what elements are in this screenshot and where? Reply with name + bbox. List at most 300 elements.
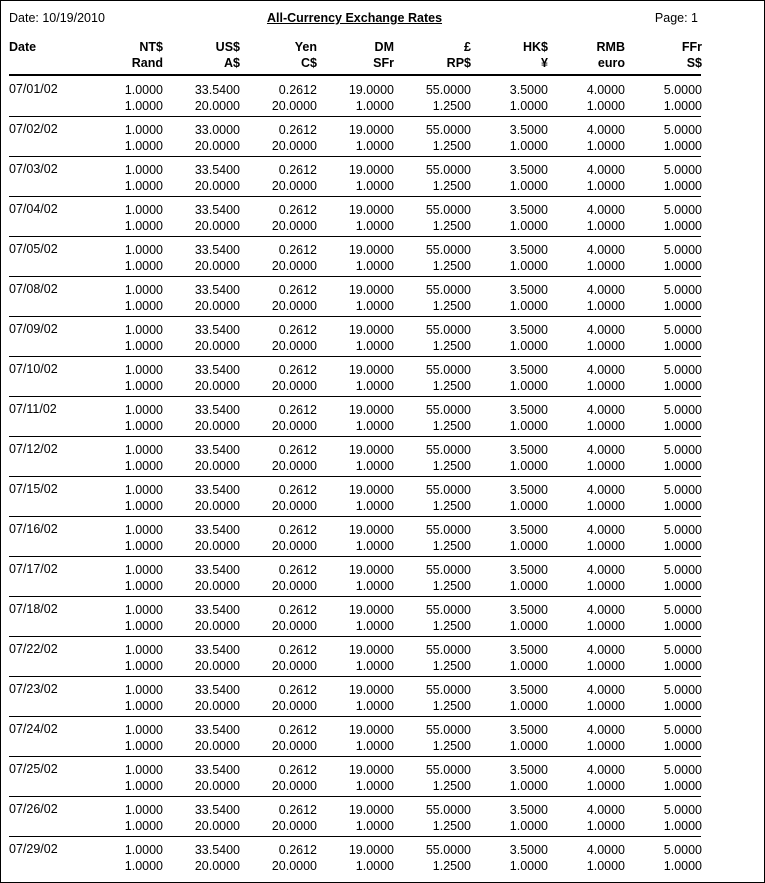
rate-top-value: 0.2612: [278, 763, 317, 777]
rate-top-value: 55.0000: [425, 723, 471, 737]
rate-cell: [478, 162, 548, 194]
rate-cell: [247, 442, 317, 474]
rate-bottom-value: 20.0000: [271, 179, 317, 193]
rate-bottom-value: 1.0000: [586, 179, 625, 193]
rate-top-value: 1.0000: [124, 83, 163, 97]
rate-bottom-value: 1.0000: [509, 259, 548, 273]
rate-bottom-value: 1.2500: [432, 659, 471, 673]
rate-bottom-value: 1.2500: [432, 779, 471, 793]
rate-cell: [632, 162, 702, 194]
rate-cell: [555, 482, 625, 514]
rate-top-value: 19.0000: [348, 83, 394, 97]
rate-cell: [401, 322, 471, 354]
rate-cell: [478, 122, 548, 154]
rate-top-value: 19.0000: [348, 523, 394, 537]
rate-bottom-value: 1.0000: [663, 99, 702, 113]
rate-cell: [93, 122, 163, 154]
rate-bottom-value: 1.0000: [586, 259, 625, 273]
rate-top-value: 3.5000: [509, 523, 548, 537]
rate-top-value: 33.0000: [194, 123, 240, 137]
rate-top-value: 33.5400: [194, 563, 240, 577]
rate-bottom-value: 1.0000: [586, 459, 625, 473]
rate-top-value: 1.0000: [124, 403, 163, 417]
rate-bottom-value: 1.0000: [124, 459, 163, 473]
rate-cell: [478, 482, 548, 514]
rate-cell: [93, 602, 163, 634]
rate-top-value: 3.5000: [509, 163, 548, 177]
rate-top-value: 4.0000: [586, 403, 625, 417]
rate-top-value: 1.0000: [124, 443, 163, 457]
rate-bottom-value: 1.0000: [663, 699, 702, 713]
rate-cell: [555, 242, 625, 274]
rate-bottom-value: 1.0000: [355, 99, 394, 113]
rate-top-value: 0.2612: [278, 283, 317, 297]
rate-bottom-value: 1.0000: [509, 819, 548, 833]
rate-bottom-value: 1.2500: [432, 699, 471, 713]
rate-bottom-value: 20.0000: [271, 779, 317, 793]
row-date: 07/22/02: [9, 642, 58, 656]
rate-cell: [478, 642, 548, 674]
table-row: [1, 678, 708, 718]
rate-cell: [93, 842, 163, 874]
rate-bottom-value: 1.0000: [663, 299, 702, 313]
rate-bottom-value: 1.0000: [355, 779, 394, 793]
rate-top-value: 33.5400: [194, 203, 240, 217]
rate-bottom-value: 1.0000: [124, 659, 163, 673]
rate-top-value: 19.0000: [348, 283, 394, 297]
rate-bottom-value: 1.0000: [124, 219, 163, 233]
rate-cell: [478, 282, 548, 314]
rate-bottom-value: 1.2500: [432, 259, 471, 273]
row-date: 07/16/02: [9, 522, 58, 536]
table-row: [1, 638, 708, 678]
rate-cell: [170, 442, 240, 474]
rate-bottom-value: 20.0000: [271, 219, 317, 233]
column-header: [93, 39, 163, 71]
rate-cell: [478, 202, 548, 234]
rate-cell: [401, 722, 471, 754]
rate-cell: [324, 402, 394, 434]
rate-top-value: 3.5000: [509, 643, 548, 657]
row-separator: [9, 796, 701, 797]
rate-cell: [324, 162, 394, 194]
rate-bottom-value: 1.0000: [355, 219, 394, 233]
rate-cell: [555, 682, 625, 714]
rate-bottom-value: 20.0000: [194, 419, 240, 433]
rate-top-value: 4.0000: [586, 603, 625, 617]
rate-cell: [401, 242, 471, 274]
rate-bottom-value: 20.0000: [271, 379, 317, 393]
rate-top-value: 0.2612: [278, 363, 317, 377]
rate-bottom-value: 1.0000: [124, 499, 163, 513]
rate-bottom-value: 1.0000: [355, 299, 394, 313]
rate-bottom-value: 1.0000: [509, 659, 548, 673]
table-row: [1, 718, 708, 758]
rate-bottom-value: 1.0000: [586, 779, 625, 793]
rate-bottom-value: 1.0000: [586, 499, 625, 513]
rate-top-value: 1.0000: [124, 203, 163, 217]
row-date: 07/12/02: [9, 442, 58, 456]
rate-cell: [632, 82, 702, 114]
rate-top-value: 1.0000: [124, 603, 163, 617]
rate-cell: [555, 642, 625, 674]
table-row: [1, 758, 708, 798]
rate-cell: [247, 362, 317, 394]
rate-cell: [632, 322, 702, 354]
rate-cell: [478, 682, 548, 714]
rate-top-value: 55.0000: [425, 243, 471, 257]
rate-cell: [632, 282, 702, 314]
rate-top-value: 5.0000: [663, 123, 702, 137]
rate-bottom-value: 1.2500: [432, 499, 471, 513]
rate-top-value: 3.5000: [509, 203, 548, 217]
rate-bottom-value: 1.0000: [124, 379, 163, 393]
rate-top-value: 19.0000: [348, 123, 394, 137]
rate-top-value: 55.0000: [425, 763, 471, 777]
rate-cell: [632, 202, 702, 234]
rate-cell: [93, 642, 163, 674]
rate-top-value: 33.5400: [194, 243, 240, 257]
rate-top-value: 3.5000: [509, 243, 548, 257]
rate-top-value: 5.0000: [663, 803, 702, 817]
row-date: 07/17/02: [9, 562, 58, 576]
rate-bottom-value: 1.0000: [586, 619, 625, 633]
rate-bottom-value: 1.0000: [355, 539, 394, 553]
rate-bottom-value: 1.2500: [432, 819, 471, 833]
rate-bottom-value: 20.0000: [194, 499, 240, 513]
rate-top-value: 33.5400: [194, 843, 240, 857]
rate-cell: [401, 522, 471, 554]
rate-top-value: 5.0000: [663, 843, 702, 857]
rate-cell: [555, 762, 625, 794]
column-header-date: [9, 39, 69, 55]
table-row: [1, 198, 708, 238]
rate-top-value: 33.5400: [194, 803, 240, 817]
column-header-top: HK$: [522, 40, 548, 54]
rate-top-value: 3.5000: [509, 403, 548, 417]
column-header: [555, 39, 625, 71]
rate-top-value: 33.5400: [194, 403, 240, 417]
rate-bottom-value: 1.0000: [663, 619, 702, 633]
rate-top-value: 0.2612: [278, 83, 317, 97]
rate-cell: [170, 242, 240, 274]
rate-bottom-value: 1.0000: [509, 339, 548, 353]
rate-cell: [555, 202, 625, 234]
rate-bottom-value: 1.0000: [663, 459, 702, 473]
rate-top-value: 0.2612: [278, 803, 317, 817]
rate-bottom-value: 1.0000: [509, 419, 548, 433]
rate-top-value: 19.0000: [348, 203, 394, 217]
rate-cell: [93, 682, 163, 714]
column-header-top: NT$: [139, 40, 163, 54]
rate-bottom-value: 1.0000: [663, 179, 702, 193]
table-row: [1, 558, 708, 598]
rate-cell: [170, 522, 240, 554]
rate-bottom-value: 1.2500: [432, 219, 471, 233]
rate-top-value: 0.2612: [278, 603, 317, 617]
rate-bottom-value: 1.0000: [355, 499, 394, 513]
rate-bottom-value: 1.0000: [124, 99, 163, 113]
rate-bottom-value: 1.0000: [124, 419, 163, 433]
rate-bottom-value: 1.0000: [509, 579, 548, 593]
rate-bottom-value: 20.0000: [271, 659, 317, 673]
rate-bottom-value: 1.0000: [586, 699, 625, 713]
rate-cell: [632, 562, 702, 594]
rate-cell: [632, 842, 702, 874]
rate-top-value: 4.0000: [586, 563, 625, 577]
report-title: All-Currency Exchange Rates: [266, 11, 443, 25]
rate-bottom-value: 20.0000: [271, 739, 317, 753]
rate-cell: [324, 602, 394, 634]
table-row: [1, 798, 708, 838]
rate-bottom-value: 1.0000: [663, 419, 702, 433]
column-headers: [1, 39, 708, 75]
row-separator: [9, 836, 701, 837]
rate-top-value: 3.5000: [509, 323, 548, 337]
rate-top-value: 33.5400: [194, 603, 240, 617]
rate-cell: [555, 282, 625, 314]
rate-cell: [324, 642, 394, 674]
rate-top-value: 33.5400: [194, 723, 240, 737]
rate-bottom-value: 1.0000: [663, 859, 702, 873]
rate-top-value: 0.2612: [278, 323, 317, 337]
rate-bottom-value: 1.0000: [663, 139, 702, 153]
rate-top-value: 1.0000: [124, 283, 163, 297]
rate-cell: [555, 362, 625, 394]
rate-cell: [478, 762, 548, 794]
row-date: 07/23/02: [9, 682, 58, 696]
rate-bottom-value: 1.2500: [432, 139, 471, 153]
rate-bottom-value: 1.0000: [663, 659, 702, 673]
rate-top-value: 55.0000: [425, 523, 471, 537]
rate-bottom-value: 20.0000: [194, 859, 240, 873]
rate-top-value: 5.0000: [663, 483, 702, 497]
rate-bottom-value: 20.0000: [194, 779, 240, 793]
rate-bottom-value: 20.0000: [271, 579, 317, 593]
column-header: [324, 39, 394, 71]
table-row: [1, 118, 708, 158]
column-header-top: FFr: [681, 40, 702, 54]
rate-cell: [401, 282, 471, 314]
rate-bottom-value: 20.0000: [271, 259, 317, 273]
rate-cell: [478, 322, 548, 354]
rate-top-value: 4.0000: [586, 483, 625, 497]
rate-cell: [247, 202, 317, 234]
rate-top-value: 4.0000: [586, 323, 625, 337]
rate-top-value: 55.0000: [425, 683, 471, 697]
table-row: [1, 78, 708, 118]
row-separator: [9, 596, 701, 597]
rate-bottom-value: 20.0000: [194, 339, 240, 353]
rate-bottom-value: 20.0000: [194, 699, 240, 713]
rate-bottom-value: 1.0000: [586, 99, 625, 113]
row-date: 07/18/02: [9, 602, 58, 616]
rate-bottom-value: 1.0000: [355, 139, 394, 153]
rate-bottom-value: 1.0000: [509, 299, 548, 313]
rate-cell: [478, 562, 548, 594]
rate-cell: [401, 402, 471, 434]
rate-top-value: 19.0000: [348, 323, 394, 337]
rate-cell: [632, 442, 702, 474]
rate-bottom-value: 20.0000: [271, 499, 317, 513]
rate-cell: [247, 842, 317, 874]
rate-top-value: 3.5000: [509, 683, 548, 697]
rate-cell: [247, 642, 317, 674]
rate-top-value: 5.0000: [663, 643, 702, 657]
rate-cell: [555, 842, 625, 874]
rate-bottom-value: 1.2500: [432, 419, 471, 433]
table-row: [1, 438, 708, 478]
rate-cell: [170, 122, 240, 154]
rate-cell: [247, 722, 317, 754]
rate-top-value: 4.0000: [586, 363, 625, 377]
rate-cell: [324, 482, 394, 514]
rate-top-value: 33.5400: [194, 283, 240, 297]
rate-cell: [93, 202, 163, 234]
rate-bottom-value: 1.0000: [586, 139, 625, 153]
rate-bottom-value: 1.0000: [124, 579, 163, 593]
rate-top-value: 1.0000: [124, 683, 163, 697]
rate-top-value: 1.0000: [124, 563, 163, 577]
rate-bottom-value: 20.0000: [194, 819, 240, 833]
rate-top-value: 1.0000: [124, 483, 163, 497]
rate-bottom-value: 20.0000: [194, 219, 240, 233]
rate-top-value: 5.0000: [663, 683, 702, 697]
rate-cell: [401, 802, 471, 834]
rate-bottom-value: 1.2500: [432, 379, 471, 393]
row-date: 07/15/02: [9, 482, 58, 496]
rate-top-value: 3.5000: [509, 483, 548, 497]
column-header-bottom: A$: [224, 56, 240, 70]
rate-top-value: 0.2612: [278, 243, 317, 257]
row-date: 07/04/02: [9, 202, 58, 216]
rate-cell: [632, 122, 702, 154]
rate-cell: [324, 82, 394, 114]
rate-bottom-value: 20.0000: [271, 99, 317, 113]
rate-cell: [170, 682, 240, 714]
rate-bottom-value: 1.0000: [124, 699, 163, 713]
rate-bottom-value: 1.0000: [663, 579, 702, 593]
rate-top-value: 4.0000: [586, 83, 625, 97]
rate-top-value: 0.2612: [278, 483, 317, 497]
rate-bottom-value: 1.0000: [355, 459, 394, 473]
rate-top-value: 3.5000: [509, 283, 548, 297]
rate-top-value: 0.2612: [278, 643, 317, 657]
rate-top-value: 1.0000: [124, 123, 163, 137]
rate-bottom-value: 20.0000: [271, 459, 317, 473]
rate-cell: [170, 642, 240, 674]
rate-bottom-value: 1.0000: [355, 339, 394, 353]
rate-cell: [247, 82, 317, 114]
rate-top-value: 19.0000: [348, 683, 394, 697]
table-row: [1, 158, 708, 198]
rate-cell: [478, 602, 548, 634]
rate-bottom-value: 1.0000: [355, 379, 394, 393]
rate-top-value: 33.5400: [194, 83, 240, 97]
rate-bottom-value: 20.0000: [194, 619, 240, 633]
rate-top-value: 3.5000: [509, 603, 548, 617]
rate-cell: [247, 762, 317, 794]
table-row: [1, 518, 708, 558]
rate-cell: [478, 402, 548, 434]
rate-bottom-value: 1.2500: [432, 619, 471, 633]
rate-top-value: 55.0000: [425, 283, 471, 297]
rate-cell: [401, 82, 471, 114]
rate-bottom-value: 1.0000: [124, 779, 163, 793]
rate-cell: [324, 122, 394, 154]
row-date: 07/24/02: [9, 722, 58, 736]
table-row: [1, 358, 708, 398]
rate-cell: [632, 242, 702, 274]
rate-cell: [632, 362, 702, 394]
rate-top-value: 5.0000: [663, 563, 702, 577]
row-date: 07/03/02: [9, 162, 58, 176]
rate-cell: [324, 362, 394, 394]
rate-top-value: 4.0000: [586, 683, 625, 697]
rate-top-value: 0.2612: [278, 203, 317, 217]
rate-top-value: 33.5400: [194, 763, 240, 777]
rate-cell: [324, 722, 394, 754]
rate-top-value: 1.0000: [124, 643, 163, 657]
rate-top-value: 4.0000: [586, 243, 625, 257]
rate-bottom-value: 1.0000: [586, 379, 625, 393]
rate-bottom-value: 1.0000: [509, 179, 548, 193]
column-header: [247, 39, 317, 71]
rate-cell: [401, 562, 471, 594]
rate-bottom-value: 1.0000: [124, 819, 163, 833]
rate-bottom-value: 1.0000: [586, 579, 625, 593]
rate-bottom-value: 20.0000: [194, 459, 240, 473]
rate-top-value: 19.0000: [348, 163, 394, 177]
rate-bottom-value: 20.0000: [271, 619, 317, 633]
rate-bottom-value: 1.0000: [509, 499, 548, 513]
rate-top-value: 19.0000: [348, 803, 394, 817]
rate-cell: [170, 762, 240, 794]
rate-cell: [247, 162, 317, 194]
rate-cell: [247, 522, 317, 554]
rate-cell: [632, 802, 702, 834]
column-header-top: £: [464, 40, 471, 54]
column-header: [170, 39, 240, 71]
rate-top-value: 19.0000: [348, 363, 394, 377]
rate-bottom-value: 1.0000: [663, 219, 702, 233]
rate-top-value: 4.0000: [586, 763, 625, 777]
rate-top-value: 0.2612: [278, 683, 317, 697]
row-date: 07/08/02: [9, 282, 58, 296]
rate-cell: [401, 842, 471, 874]
rate-cell: [247, 602, 317, 634]
rate-cell: [170, 722, 240, 754]
rate-cell: [324, 522, 394, 554]
rate-top-value: 19.0000: [348, 763, 394, 777]
row-date: 07/01/02: [9, 82, 58, 96]
rate-cell: [93, 442, 163, 474]
rate-top-value: 3.5000: [509, 803, 548, 817]
rate-cell: [170, 162, 240, 194]
rate-cell: [247, 562, 317, 594]
rate-bottom-value: 1.0000: [509, 99, 548, 113]
row-separator: [9, 556, 701, 557]
rate-top-value: 55.0000: [425, 603, 471, 617]
table-row: [1, 238, 708, 278]
rate-cell: [324, 802, 394, 834]
rate-cell: [401, 362, 471, 394]
row-date: 07/02/02: [9, 122, 58, 136]
rate-cell: [324, 322, 394, 354]
rate-top-value: 0.2612: [278, 163, 317, 177]
rate-top-value: 19.0000: [348, 483, 394, 497]
rate-bottom-value: 1.0000: [586, 419, 625, 433]
